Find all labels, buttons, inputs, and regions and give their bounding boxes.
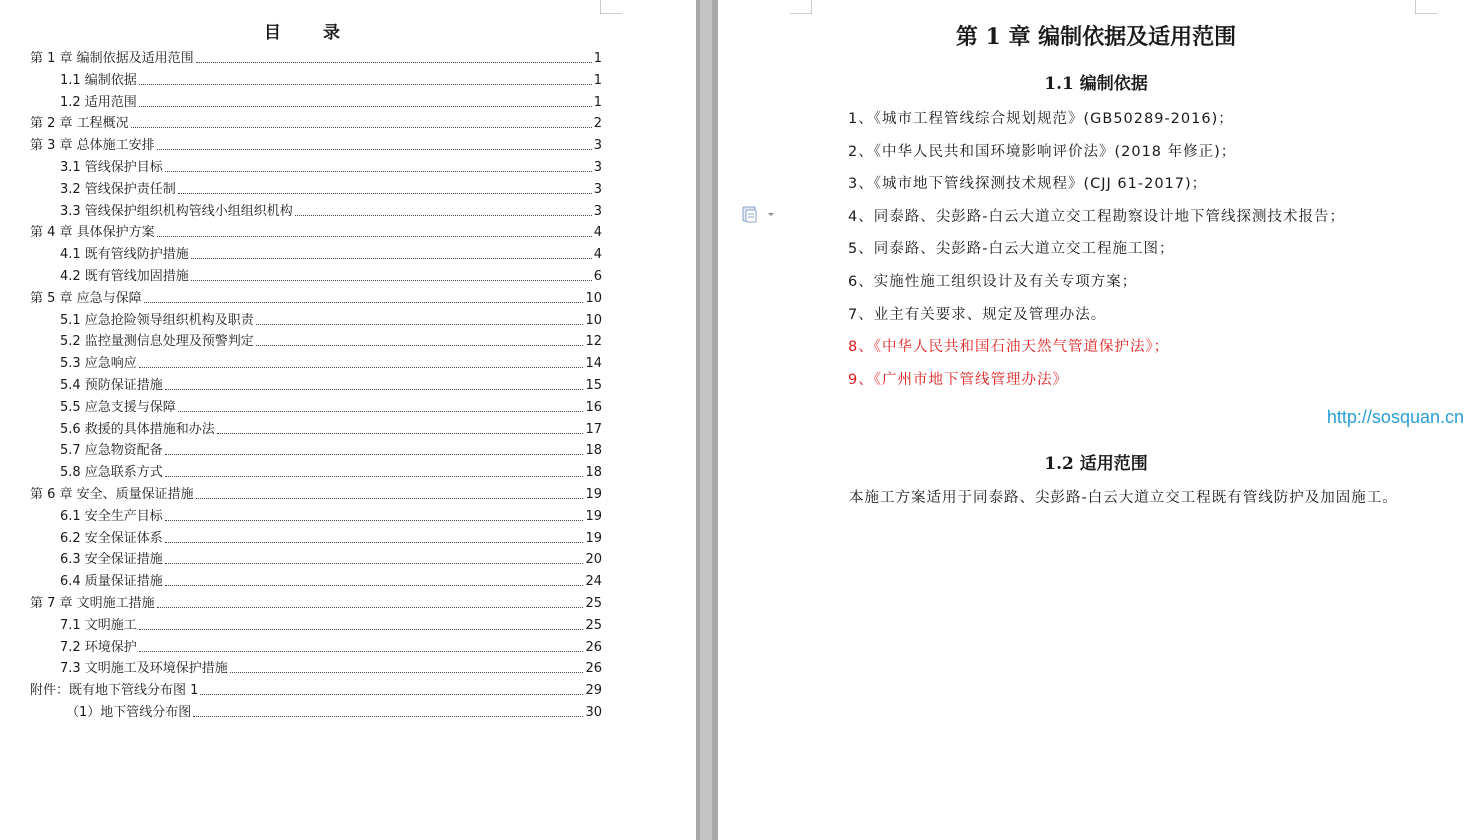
toc-entry[interactable] xyxy=(60,657,602,677)
page-gutter xyxy=(696,0,718,840)
toc-leader-dots xyxy=(139,629,584,630)
toc-leader-dots xyxy=(165,563,584,564)
toc-entry-page: 20 xyxy=(585,552,602,568)
chapter-title: 第 1 章 编制依据及适用范围 xyxy=(955,24,1237,50)
toc-leader-dots xyxy=(217,433,584,434)
toc-entry[interactable] xyxy=(60,396,602,416)
toc-entry-label: 6.3 安全保证措施 xyxy=(60,552,163,568)
basis-item: 1、《城市工程管线综合规划规范》(GB50289-2016)； xyxy=(848,111,1234,127)
toc-entry[interactable] xyxy=(60,439,602,459)
toc-entry[interactable] xyxy=(30,483,602,503)
toc-entry-label: 5.7 应急物资配备 xyxy=(60,443,163,459)
toc-entry-page: 18 xyxy=(585,443,602,459)
toc-leader-dots xyxy=(256,345,584,346)
toc-entry[interactable] xyxy=(60,330,602,350)
toc-entry-page: 3 xyxy=(593,203,602,219)
toc-entry[interactable] xyxy=(60,461,602,481)
toc-entry[interactable] xyxy=(60,243,602,263)
basis-item: 4、同泰路、尖彭路-白云大道立交工程勘察设计地下管线探测技术报告； xyxy=(848,208,1345,225)
scope-paragraph: 本施工方案适用于同泰路、尖彭路-白云大道立交工程既有管线防护及加固施工。 xyxy=(849,490,1398,506)
toc-entry-label: 7.2 环境保护 xyxy=(60,639,137,655)
toc-entry-label: 附件：既有地下管线分布图 1 xyxy=(30,683,199,699)
toc-entry-page: 19 xyxy=(585,530,602,546)
toc-leader-dots xyxy=(165,476,584,477)
toc-entry-page: 12 xyxy=(585,334,602,350)
toc-entry-label: 3.2 管线保护责任制 xyxy=(60,181,176,197)
toc-entry-page: 17 xyxy=(585,421,602,437)
toc-entry-label: 5.6 救援的具体措施和办法 xyxy=(60,421,215,437)
basis-item: 3、《城市地下管线探测技术规程》(CJJ 61-2017)； xyxy=(848,176,1208,193)
toc-entry-label: 第 6 章 安全、质量保证措施 xyxy=(30,487,194,502)
toc-entry[interactable] xyxy=(60,374,602,394)
toc-entry-page: 1 xyxy=(593,51,602,66)
toc-entry[interactable] xyxy=(60,309,602,329)
toc-entry[interactable] xyxy=(60,352,602,372)
toc-entry-page: 10 xyxy=(585,312,602,328)
section-title-basis: 1.1 编制依据 xyxy=(1044,74,1148,94)
toc-title: 目 录 xyxy=(264,23,358,43)
toc-leader-dots xyxy=(178,193,592,194)
toc-leader-dots xyxy=(165,389,584,390)
toc-entry-page: 4 xyxy=(593,225,602,241)
toc-entry-label: 第 4 章 具体保护方案 xyxy=(30,225,155,241)
basis-item: 6、实施性施工组织设计及有关专项方案； xyxy=(848,274,1138,290)
toc-entry-label: 1.2 适用范围 xyxy=(60,94,137,110)
toc-entry-page: 6 xyxy=(593,269,602,284)
toc-entry[interactable] xyxy=(30,112,602,132)
page-corner-mark-right xyxy=(1415,0,1437,14)
basis-item: 8、《中华人民共和国石油天然气管道保护法》； xyxy=(848,339,1170,356)
toc-entry[interactable] xyxy=(30,592,602,612)
toc-entry[interactable] xyxy=(60,570,602,590)
toc-entry-page: 15 xyxy=(585,378,602,393)
toc-entry[interactable] xyxy=(60,265,602,285)
toc-leader-dots xyxy=(139,106,592,107)
toc-entry-label: 6.2 安全保证体系 xyxy=(60,530,163,546)
toc-entry[interactable] xyxy=(60,527,602,547)
toc-entry-label: 4.1 既有管线防护措施 xyxy=(60,247,189,263)
toc-leader-dots xyxy=(165,171,592,172)
toc-entry[interactable] xyxy=(30,47,602,67)
toc-leader-dots xyxy=(193,716,583,717)
toc-entry-label: 5.2 监控量测信息处理及预警判定 xyxy=(60,334,254,350)
page-corner-mark-left xyxy=(790,0,812,14)
toc-entry-page: 18 xyxy=(585,465,602,481)
toc-entry-page: 30 xyxy=(585,705,602,720)
toc-entry[interactable] xyxy=(60,156,602,176)
toc-entry-page: 26 xyxy=(585,661,602,677)
toc-leader-dots xyxy=(191,280,592,281)
toc-entry[interactable] xyxy=(60,548,602,568)
toc-entry-label: 7.3 文明施工及环境保护措施 xyxy=(60,661,228,677)
toc-entry-page: 14 xyxy=(585,356,602,372)
chapter-page xyxy=(718,0,1474,840)
toc-leader-dots xyxy=(230,672,584,673)
basis-item: 9、《广州市地下管线管理办法》 xyxy=(848,371,1068,388)
toc-entry[interactable] xyxy=(60,178,602,198)
toc-leader-dots xyxy=(139,84,592,85)
toc-entry-label: 第 2 章 工程概况 xyxy=(30,116,129,132)
toc-entry-label: 第 7 章 文明施工措施 xyxy=(30,596,155,611)
toc-leader-dots xyxy=(139,367,584,368)
toc-page xyxy=(0,0,696,840)
toc-entry-label: 7.1 文明施工 xyxy=(60,617,137,633)
toc-leader-dots xyxy=(139,651,584,652)
toc-entry-page: 25 xyxy=(585,596,602,611)
toc-entry-page: 1 xyxy=(593,94,602,110)
toc-leader-dots xyxy=(144,302,584,303)
toc-entry-label: 5.1 应急抢险领导组织机构及职责 xyxy=(60,312,254,328)
toc-entry-label: 5.5 应急支援与保障 xyxy=(60,399,176,415)
toc-entry-label: 1.1 编制依据 xyxy=(60,72,137,88)
paste-options-icon[interactable] xyxy=(742,205,780,223)
toc-entry[interactable] xyxy=(60,200,602,220)
toc-entry-label: 5.4 预防保证措施 xyxy=(60,378,163,393)
toc-leader-dots xyxy=(196,62,592,63)
toc-entry[interactable] xyxy=(60,91,602,111)
toc-entry-page: 25 xyxy=(585,617,602,633)
toc-entry-page: 4 xyxy=(593,247,602,263)
toc-leader-dots xyxy=(191,258,592,259)
toc-leader-dots xyxy=(157,236,592,237)
basis-item: 5、同泰路、尖彭路-白云大道立交工程施工图； xyxy=(848,241,1175,258)
basis-item: 7、业主有关要求、规定及管理办法。 xyxy=(848,306,1107,323)
toc-entry-page: 2 xyxy=(593,116,602,132)
basis-item: 2、《中华人民共和国环境影响评价法》(2018 年修正)； xyxy=(848,143,1237,160)
toc-entry-page: 19 xyxy=(585,508,602,524)
toc-entry[interactable] xyxy=(60,418,602,438)
toc-leader-dots xyxy=(165,520,584,521)
toc-entry-page: 3 xyxy=(593,181,602,197)
toc-leader-dots xyxy=(178,411,584,412)
toc-leader-dots xyxy=(165,585,584,586)
toc-entry[interactable] xyxy=(60,614,602,634)
toc-entry-label: 4.2 既有管线加固措施 xyxy=(60,269,189,284)
toc-entry[interactable] xyxy=(60,69,602,89)
toc-entry-label: 3.3 管线保护组织机构管线小组组织机构 xyxy=(60,203,293,219)
toc-entry[interactable] xyxy=(30,134,602,154)
toc-entry-page: 3 xyxy=(593,138,602,154)
toc-leader-dots xyxy=(295,215,592,216)
toc-entry[interactable] xyxy=(66,701,602,721)
toc-leader-dots xyxy=(196,498,584,499)
toc-leader-dots xyxy=(200,694,583,695)
toc-entry-label: （1）地下管线分布图 xyxy=(66,705,192,720)
toc-entry-page: 26 xyxy=(585,639,602,655)
toc-entry[interactable] xyxy=(30,679,602,699)
toc-entry[interactable] xyxy=(60,636,602,656)
toc-entry-label: 第 5 章 应急与保障 xyxy=(30,290,142,306)
toc-entry-page: 1 xyxy=(593,72,602,88)
toc-entry-label: 6.4 质量保证措施 xyxy=(60,574,163,590)
toc-entry-label: 5.8 应急联系方式 xyxy=(60,465,163,481)
toc-leader-dots xyxy=(157,607,584,608)
page-corner-mark xyxy=(600,0,622,14)
toc-entry-label: 3.1 管线保护目标 xyxy=(60,160,163,175)
toc-entry-page: 24 xyxy=(585,574,602,590)
toc-entry-label: 5.3 应急响应 xyxy=(60,356,137,372)
toc-entry-page: 10 xyxy=(585,290,602,306)
toc-entry-page: 19 xyxy=(585,487,602,502)
section-title-scope: 1.2 适用范围 xyxy=(1044,454,1148,474)
watermark-url[interactable]: http://sosquan.cn xyxy=(1326,407,1464,427)
toc-entry-label: 6.1 安全生产目标 xyxy=(60,508,163,524)
toc-entry-label: 第 1 章 编制依据及适用范围 xyxy=(30,51,194,66)
toc-leader-dots xyxy=(157,149,592,150)
toc-leader-dots xyxy=(165,454,584,455)
toc-entry-page: 29 xyxy=(585,683,602,699)
toc-entry[interactable] xyxy=(30,287,602,307)
toc-leader-dots xyxy=(131,127,592,128)
toc-entry[interactable] xyxy=(30,221,602,241)
toc-leader-dots xyxy=(165,542,584,543)
toc-leader-dots xyxy=(256,324,584,325)
toc-entry-page: 16 xyxy=(585,399,602,415)
toc-entry-label: 第 3 章 总体施工安排 xyxy=(30,138,155,154)
toc-entry-page: 3 xyxy=(593,160,602,175)
toc-entry[interactable] xyxy=(60,505,602,525)
